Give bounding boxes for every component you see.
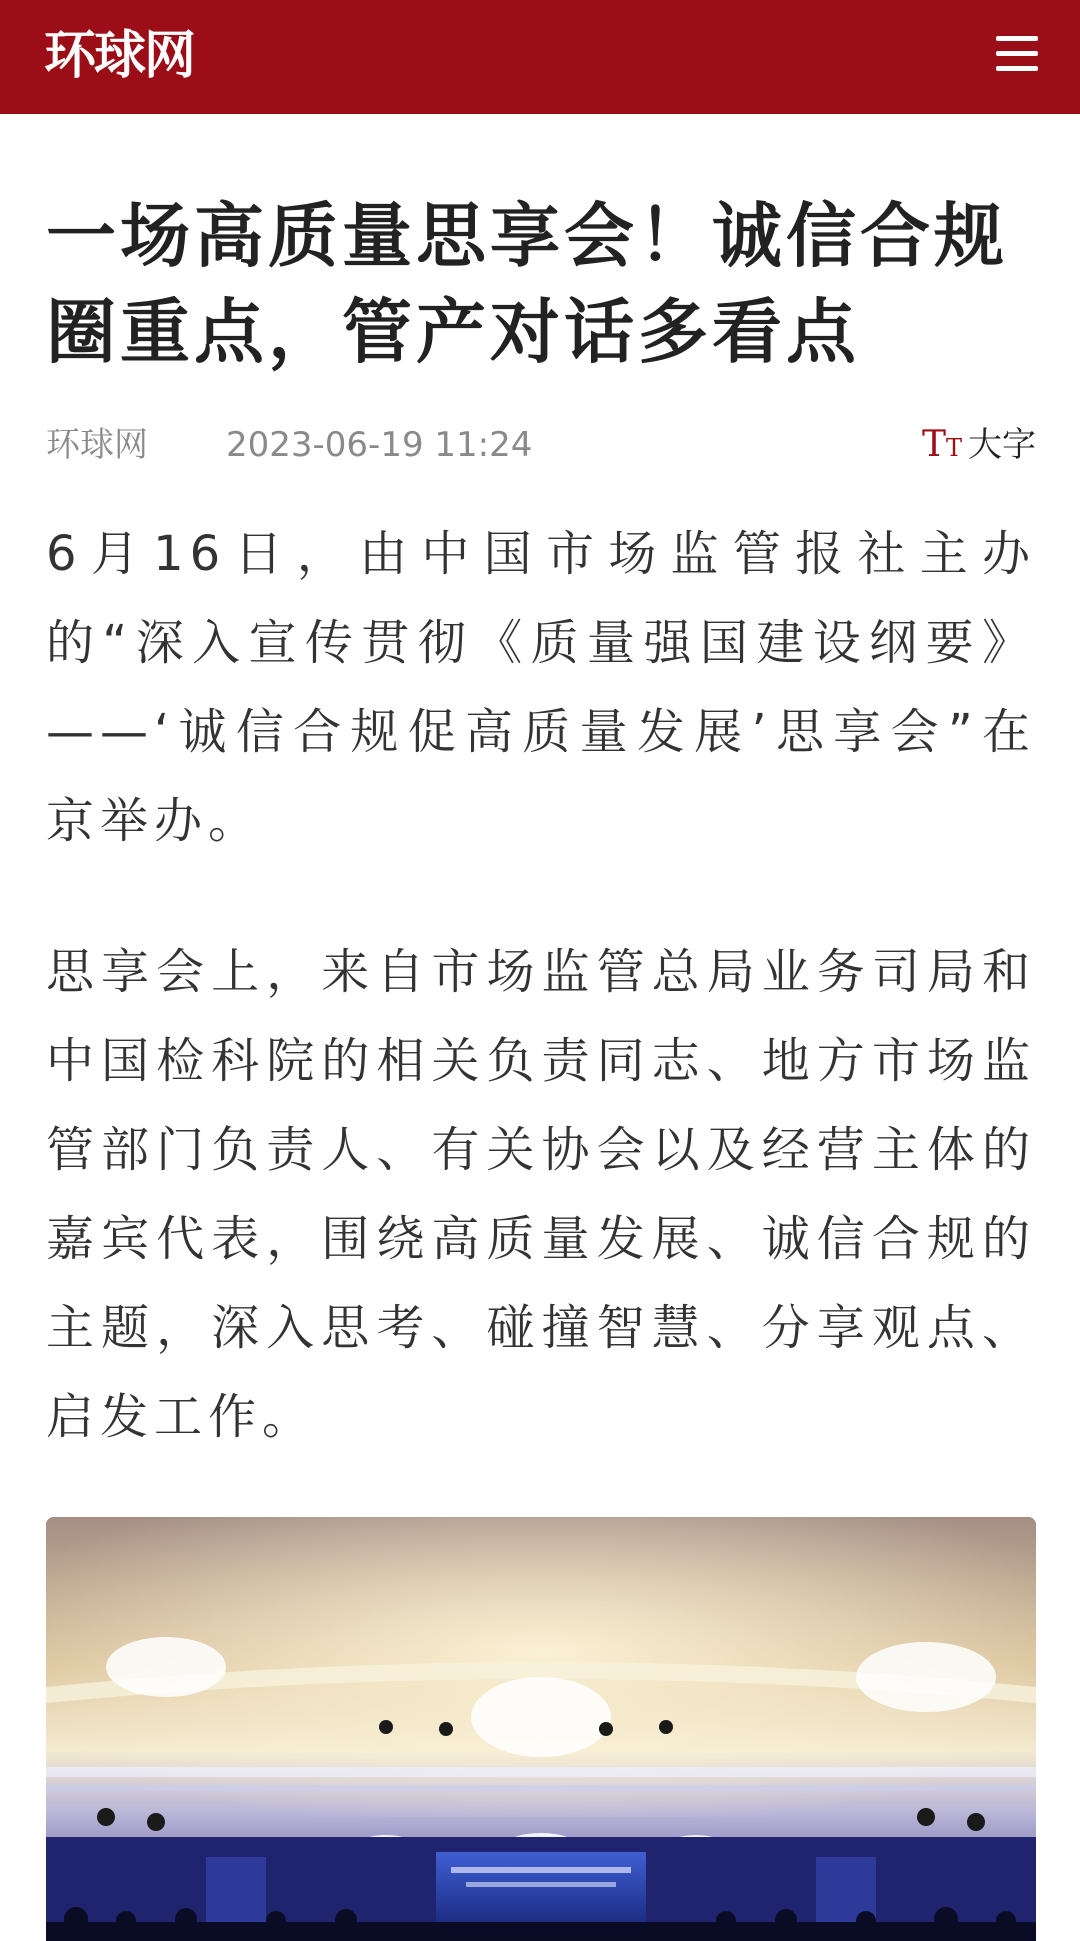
menu-bar: [996, 51, 1038, 56]
article-title: 一场高质量思享会！诚信合规圈重点，管产对话多看点: [46, 195, 1008, 373]
site-logo[interactable]: 环球网: [44, 26, 195, 86]
article-meta: [46, 420, 1036, 470]
article-date: 2023-06-19 11:24: [226, 425, 533, 465]
font-size-icon: [922, 424, 962, 465]
site-header: [0, 0, 1080, 114]
font-size-label: 大字: [968, 425, 1036, 465]
article-paragraph: 思享会上，来自市场监管总局业务司局和中国检科院的相关负责同志、地方市场监管部门负责人、有关协会以及经营主体的嘉宾代表，围绕高质量发展、诚信合规的主题，深入思考、碰撞智慧、分享观点、启发工作。: [46, 944, 1036, 1445]
menu-bar: [996, 36, 1038, 41]
conference-hall-illustration: [46, 1517, 1036, 1941]
font-size-icon-small-t: T: [945, 434, 962, 462]
menu-bar: [996, 66, 1038, 71]
hamburger-menu-icon[interactable]: [996, 32, 1040, 76]
conference-hall-photo[interactable]: [46, 1517, 1036, 1941]
article-source[interactable]: 环球网: [46, 425, 148, 465]
font-size-button[interactable]: [922, 420, 1036, 470]
article-paragraph: 6月16日，由中国市场监管报社主办的“深入宣传贯彻《质量强国建设纲要》——‘诚信合规促高质量发展’思享会”在京举办。: [46, 526, 1036, 849]
font-size-icon-large-t: T: [921, 424, 946, 465]
